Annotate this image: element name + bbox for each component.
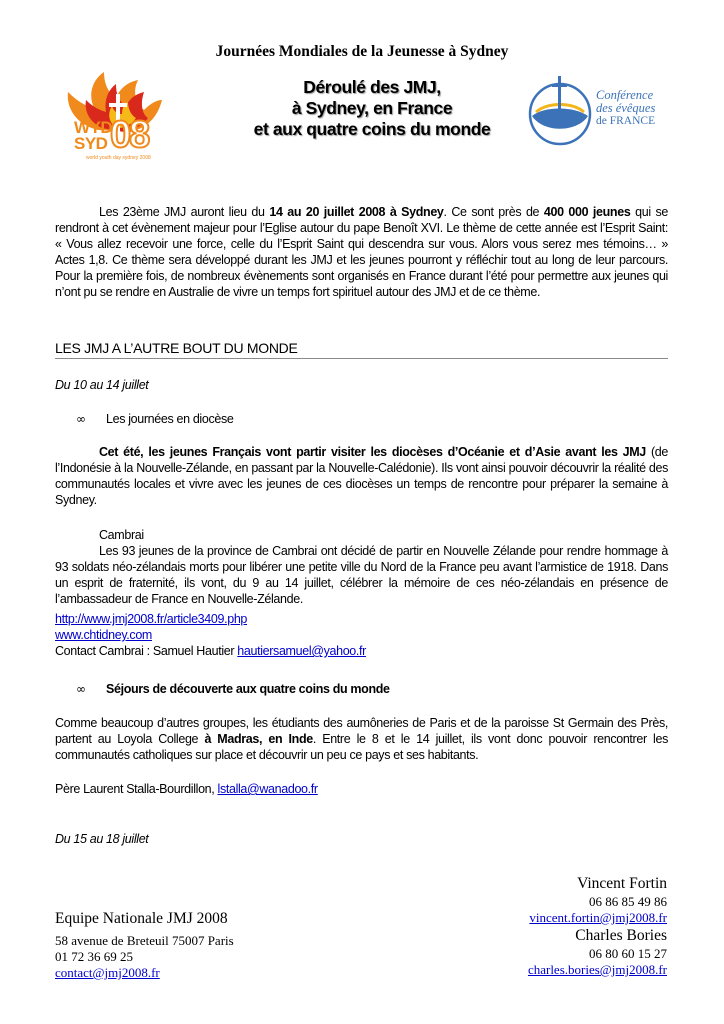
article-link[interactable]: http://www.jmj2008.fr/article3409.php (55, 612, 248, 626)
pere-contact-email[interactable]: lstalla@wanadoo.fr (217, 782, 318, 796)
bullet-icon: ∞ (76, 682, 86, 696)
diocese-paragraph: Cet été, les jeunes Français vont partir visiter les diocèses d’Océanie et d’Asie avant les JMJ (de l’Indonésie à la Nouvelle-Zélande, en passant par la Nouvelle-Calédonie). Ils vont ainsi pouvoir découvrir la réalité des communautés locales et vivre avec les jeunes de ces diocèses un temps de rencontre pour préparer la semaine à Sydney. (55, 445, 669, 507)
contact-name-bories: Charles Bories (575, 927, 667, 944)
contact-name-fortin: Vincent Fortin (577, 875, 667, 892)
sejours-paragraph: Comme beaucoup d’autres groupes, les étudiants des aumôneries de Paris et de la paroisse St Germain des Près, partent au Loyola College à Madras, en Inde. Entre le 8 et le 14 juillet, ils vont donc pouvoir rencontrer les communautés catholiques sur place et découvrir un peu ce pays et ses habitants. (55, 716, 668, 762)
intro-dates: 14 au 20 juillet 2008 à Sydney (269, 205, 444, 219)
date-heading-2: Du 15 au 18 juillet (55, 832, 149, 846)
chtidney-link[interactable]: www.chtidney.com (55, 628, 152, 642)
footer-contact-email[interactable]: contact@jmj2008.fr (55, 965, 160, 980)
section-heading: LES JMJ A L’AUTRE BOUT DU MONDE (55, 340, 668, 359)
bories-email[interactable]: charles.bories@jmj2008.fr (527, 962, 667, 977)
footer-left-details: 58 avenue de Breteuil 75007 Paris 01 72 36 69 25 contact@jmj2008.fr (55, 933, 234, 980)
date-heading-1: Du 10 au 14 juillet (55, 378, 149, 392)
wyd-logo-text: WYD SYD (74, 118, 113, 153)
footer-team-title: Equipe Nationale JMJ 2008 (55, 910, 228, 927)
wyd-logo-tagline: world youth day sydney 2008 (86, 155, 151, 161)
wyd-logo-number: 08 (110, 114, 149, 156)
cef-logo (522, 72, 596, 148)
cef-logo-text: Conférence des évêques de FRANCE (596, 88, 656, 127)
cef-globe-cross-icon (522, 72, 596, 148)
cambrai-paragraph: Les 93 jeunes de la province de Cambrai ont décidé de partir en Nouvelle Zélande pour rendre hommage à 93 soldats néo-zélandais morts pour libérer une petite ville du Nord de la France peu avant l’armistice de 1918. Dans un esprit de fraternité, ils vont, du 9 au 14 juillet, célébrer la mémoire de ces néo-zélandais en présence de l’ambassadeur de France en Nouvelle-Zélande. (55, 544, 668, 606)
links-block: http://www.jmj2008.fr/article3409.php www.chtidney.com Contact Cambrai : Samuel Hautier hautiersamuel@yahoo.fr (55, 612, 366, 658)
cambrai-title: Cambrai (99, 528, 144, 542)
bullet-icon: ∞ (76, 412, 86, 426)
event-title: Journées Mondiales de la Jeunesse à Sydney (215, 43, 509, 60)
intro-paragraph: Les 23ème JMJ auront lieu du 14 au 20 juillet 2008 à Sydney. Ce sont près de 400 000 jeunes qui se rendront à cet évènement majeur pour l’Eglise autour du pape Benoît XVI. Le thème de cette année est l’Esprit Saint: « Vous allez recevoir une force, celle du l’Esprit Saint qui descendra sur vous. Alors vous serez mes témoins… » Actes 1,8. Ce thème sera développé durant les JMJ et les jeunes pourront y réfléchir tout au long de leur parcours. Pour la première fois, de nombreux évènements sont organisés en France durant l’été pour permettre aux jeunes qui n’ont pu se rendre en Australie de vivre un temps fort spirituel autour des JMJ et de ce thème. (55, 205, 668, 299)
bullet-sejours: ∞ Séjours de découverte aux quatre coins du monde (76, 682, 390, 696)
main-title: Déroulé des JMJ, à Sydney, en France et aux quatre coins du monde (253, 77, 491, 139)
bullet-journees-diocese: ∞ Les journées en diocèse (76, 412, 234, 426)
fortin-email[interactable]: vincent.fortin@jmj2008.fr (529, 910, 667, 925)
pere-contact: Père Laurent Stalla-Bourdillon, lstalla@wanadoo.fr (55, 782, 318, 796)
cambrai-contact-email[interactable]: hautiersamuel@yahoo.fr (237, 644, 366, 658)
footer-right-contacts: Vincent Fortin 06 86 85 49 86 vincent.fortin@jmj2008.fr Charles Bories 06 80 60 15 27 charles.bories@jmj2008.fr (347, 874, 667, 978)
intro-count: 400 000 jeunes (543, 205, 631, 219)
